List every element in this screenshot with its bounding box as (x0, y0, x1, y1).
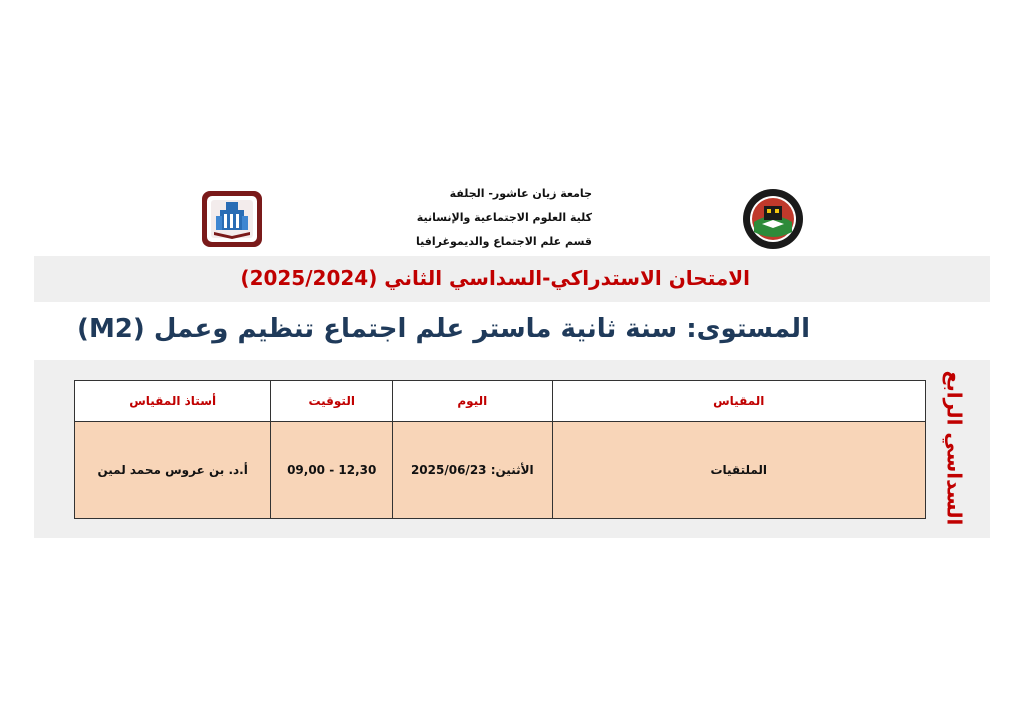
department-name: قسم علم الاجتماع والديموغرافيا (416, 235, 592, 248)
level-title-text: المستوى: سنة ثانية ماستر علم اجتماع تنظيم وعمل (M2) (77, 314, 810, 344)
cell-module: الملتقيات (552, 422, 926, 519)
header-professor: أستاذ المقياس (75, 381, 271, 422)
header-day: اليوم (393, 381, 552, 422)
cell-time: 12,30 - 09,00 (271, 422, 393, 519)
exam-schedule-table (74, 380, 926, 519)
university-seal-icon (742, 188, 804, 250)
exam-title-text: الامتحان الاستدراكي-السداسي الثاني (2025/2024) (240, 266, 750, 290)
header-module: المقياس (552, 381, 926, 422)
table-header-row (75, 381, 926, 422)
semester-label-text: السداسي الرابع (942, 370, 967, 526)
faculty-name: كلية العلوم الاجتماعية والإنسانية (416, 211, 592, 224)
cell-professor: أ.د. بن عروس محمد لمين (75, 422, 271, 519)
university-name: جامعة زيان عاشور- الجلفة (449, 187, 592, 200)
header-time: التوقيت (271, 381, 393, 422)
faculty-logo (200, 190, 264, 248)
university-seal (742, 188, 804, 250)
institution-header (362, 182, 592, 254)
semester-label (932, 370, 976, 526)
table-row (75, 422, 926, 519)
university-building-emblem-icon (200, 190, 264, 248)
cell-day: الأثنين: 2025/06/23 (393, 422, 552, 519)
